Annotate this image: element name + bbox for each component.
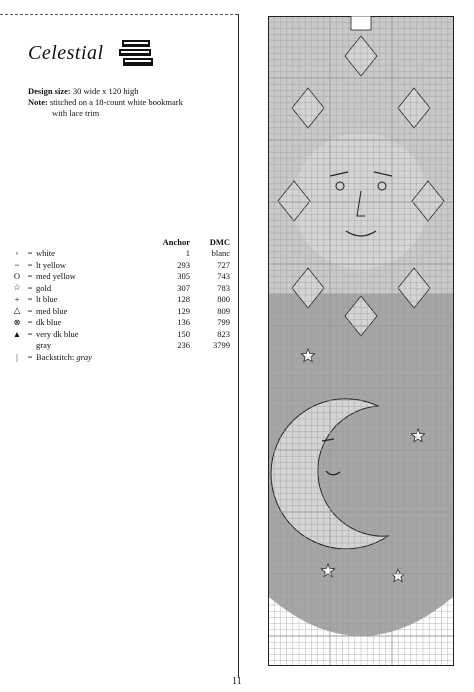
key-symbol: ☆ xyxy=(13,282,21,293)
key-dmc: 727 xyxy=(217,259,230,270)
key-color-name: gray xyxy=(36,340,52,351)
design-size-line xyxy=(28,86,183,97)
bookmark-top-tab xyxy=(351,16,371,30)
backstitch-color: gray xyxy=(76,351,92,362)
key-equals: = xyxy=(27,248,33,259)
top-dashed-rule xyxy=(0,14,238,15)
design-info xyxy=(28,86,183,119)
key-dmc: 743 xyxy=(217,271,230,282)
key-anchor: 293 xyxy=(177,259,190,270)
key-equals: = xyxy=(27,259,33,270)
key-dmc: 799 xyxy=(217,317,230,328)
key-dmc: 783 xyxy=(217,282,230,293)
key-row xyxy=(10,271,230,283)
key-anchor: 150 xyxy=(177,328,190,339)
key-anchor xyxy=(148,351,190,363)
key-header-row xyxy=(10,236,230,248)
key-row xyxy=(10,328,230,340)
key-color-name: med blue xyxy=(36,305,68,316)
key-symbol: ▲ xyxy=(12,328,22,339)
key-anchor: 305 xyxy=(177,271,190,282)
key-color-name: dk blue xyxy=(36,317,62,328)
key-dmc: 3799 xyxy=(213,340,230,351)
key-anchor: 128 xyxy=(177,294,190,305)
backstitch-label: Backstitch: xyxy=(36,351,75,362)
key-anchor: 236 xyxy=(177,340,190,351)
note-line xyxy=(28,97,183,108)
key-anchor: 1 xyxy=(185,248,190,259)
design-size-value: 30 wide x 120 high xyxy=(72,86,139,96)
key-symbol xyxy=(10,340,24,352)
key-equals: = xyxy=(27,294,33,305)
title-row xyxy=(28,38,156,68)
key-row xyxy=(10,305,230,317)
stacked-books-icon xyxy=(116,38,156,68)
key-color-name: med yellow xyxy=(36,271,76,282)
key-dmc: 823 xyxy=(217,328,230,339)
key-dmc xyxy=(190,351,230,363)
key-symbol: ⊗ xyxy=(13,316,21,327)
key-equals: = xyxy=(27,351,33,362)
key-anchor: 136 xyxy=(177,317,190,328)
color-key-table xyxy=(10,236,230,363)
key-color-name xyxy=(36,351,148,363)
cross-stitch-chart xyxy=(268,16,454,666)
key-symbol: △ xyxy=(13,305,21,316)
key-anchor: 307 xyxy=(177,282,190,293)
key-equals xyxy=(24,340,36,352)
key-dmc: blanc xyxy=(211,248,230,259)
key-row xyxy=(10,248,230,260)
key-symbol: O xyxy=(13,271,21,282)
key-dmc: 800 xyxy=(217,294,230,305)
key-row xyxy=(10,351,230,363)
cross-stitch-pattern-svg xyxy=(268,16,454,666)
key-color-name: lt blue xyxy=(36,294,58,305)
key-equals: = xyxy=(27,305,33,316)
key-symbol: ◦ xyxy=(15,248,19,259)
key-row xyxy=(10,294,230,306)
key-equals: = xyxy=(27,271,33,282)
key-equals: = xyxy=(27,282,33,293)
key-color-name: very dk blue xyxy=(36,328,79,339)
dmc-column-header: DMC xyxy=(209,236,230,247)
page-title: Celestial xyxy=(28,41,104,64)
note-label: Note: xyxy=(28,97,48,107)
note-line-2: with lace trim xyxy=(52,108,100,118)
note-value: stitched on a 18-count white bookmark xyxy=(49,97,183,107)
key-color-name: lt yellow xyxy=(36,259,66,270)
page-divider-line xyxy=(238,14,239,678)
anchor-column-header: Anchor xyxy=(162,236,190,247)
key-equals: = xyxy=(27,328,33,339)
key-dmc: 809 xyxy=(217,305,230,316)
key-row xyxy=(10,317,230,329)
key-symbol: + xyxy=(14,294,20,305)
key-symbol: | xyxy=(16,351,18,362)
key-row xyxy=(10,340,230,352)
key-symbol: ~ xyxy=(14,259,20,270)
page-number: 11 xyxy=(232,676,242,687)
key-color-name: gold xyxy=(36,282,52,293)
design-size-label: Design size: xyxy=(28,86,71,96)
key-row xyxy=(10,282,230,294)
key-anchor: 129 xyxy=(177,305,190,316)
key-color-name: white xyxy=(36,248,55,259)
key-equals: = xyxy=(27,317,33,328)
key-row xyxy=(10,259,230,271)
